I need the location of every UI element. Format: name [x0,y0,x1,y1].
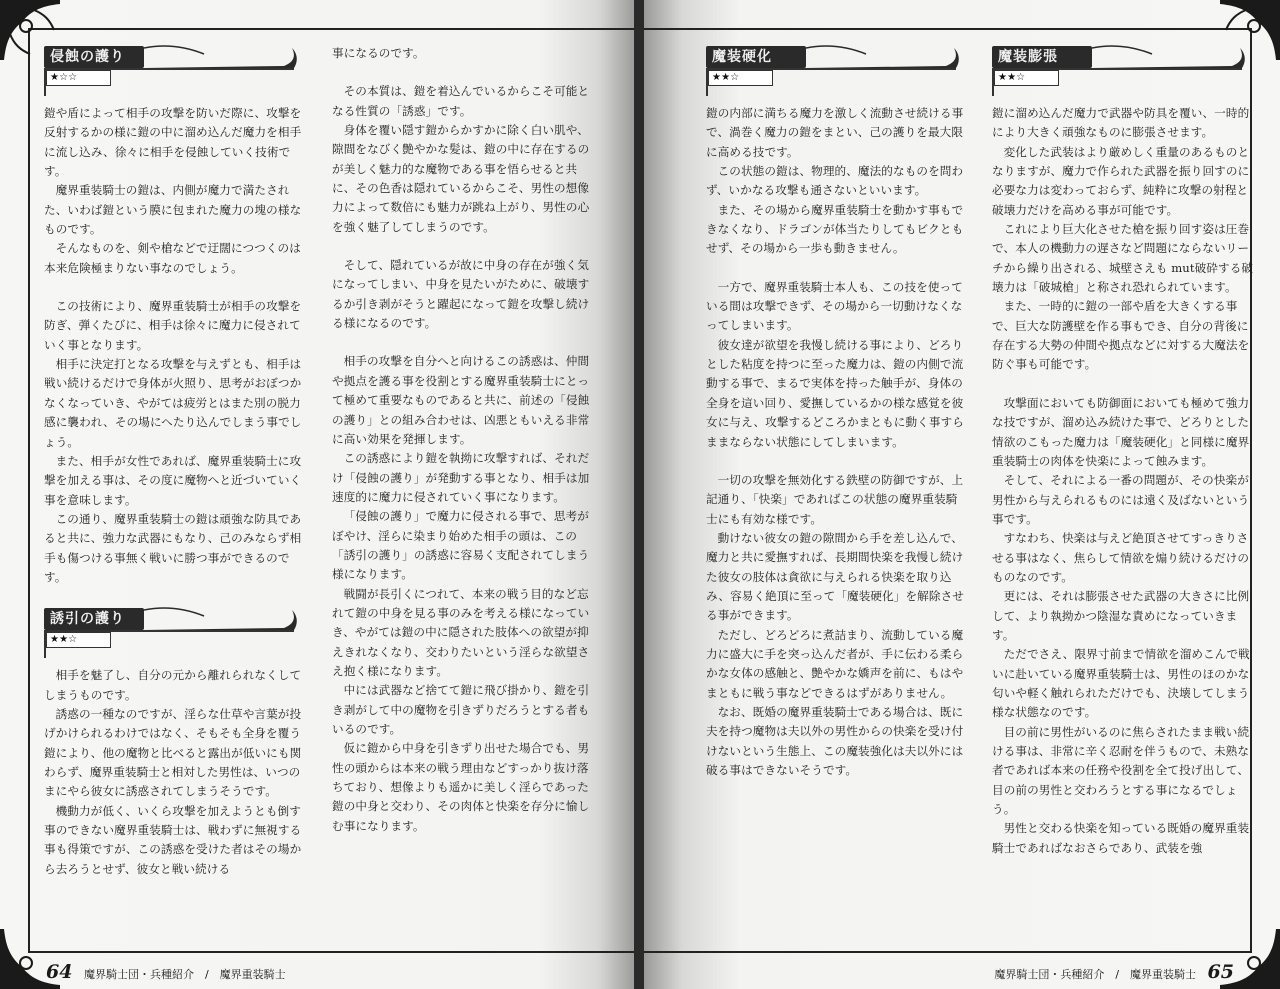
section-heading [44,44,306,98]
running-footer: 魔界騎士団・兵種紹介 / 魔界重装騎士 [994,968,1197,981]
heading-ornament-icon [144,44,304,72]
page-footer [46,961,286,983]
difficulty-stars: ★★☆ [994,70,1059,86]
left-column-1: 侵蝕の護り ★☆☆ 鎧や盾によって相手の攻撃を防いだ際に、攻撃を反射するかの様に鎧の中に溜め込んだ魔力を相手に流し込み、徐々に相手を侵蝕していく技術です。 魔界重装騎士の鎧は、内側が魔力で満たされた、いわば鎧という膜に包まれた魔力の塊の様なものです。 そんなものを、剣や槍などで迂闊につつくのは本来危険極まりない事なのでしょう。 この技術により、魔界重装騎士が相手の攻撃を防ぎ、弾くたびに、相手は徐々に魔力に侵されていく事となります。 相手に決定打となる攻撃を与えずとも、相手は戦い続けるだけで身体が火照り、思考がおぼつかなくなっていき、やがては疲労とはまた別の脱力感に襲われ、その場にへたり込んでしまう事でしょう。 また、相手が女性であれば、魔界重装騎士に攻撃を加える事は、その度に魔物へと近づいていく事を意味します。 この通り、魔界重装騎士の鎧は頑強な防具であると共に、強力な武器にもなり、己のみならず相手も傷つける事無く戦いに勝つ事ができるのです。 誘引の護り ★★☆ 相手を魅了し、自分の元から離れられなくしてしまうものです。 誘惑の一種なのですが、淫らな仕草や言葉が投げかけられるわけではなく、そもそも全身を覆う鎧により、他の魔物と比べると露出が低いにも関わらず、魔界重装騎士と相対した男性は、いつのまにやら彼女に誘惑されてしまうそうです。 機動力が低く、いくら攻撃を加えようとも倒す事のできない魔界重装騎士は、戦わずに無視する事も得策ですが、この誘惑を受けた者はその場から去ろうとせず、彼女と戦い続ける [44,44,306,879]
section-title: 誘引の護り [50,611,125,628]
section-heading [992,44,1254,98]
left-page [0,0,636,989]
section-title: 魔装硬化 [712,49,772,65]
section-heading [44,606,306,660]
difficulty-stars: ★★☆ [46,632,111,648]
difficulty-stars: ★★☆ [708,70,773,86]
section-heading [706,44,968,98]
heading-ornament-icon [144,606,304,634]
heading-ornament-icon [1092,44,1252,72]
heading-ornament-icon [806,44,966,72]
left-column-2: 事になるのです。 その本質は、鎧を着込んでいるからこそ可能となる性質の「誘惑」です。 身体を覆い隠す鎧からかすかに除く白い肌や、隙間をなびく艶やかな髪は、鎧の中に存在するのが美しく魅力的な魔物である事を悟らせると共に、その色香は隠れているからこそ、男性の想像力によって数倍にも魅力が跳ね上がり、男性の心を強く魅了してしまうのです。 そして、隠れているが故に中身の存在が強く気になってしまい、中身を見たいがために、破壊するか引き剥がそうと躍起になって鎧を攻撃し続ける様になるのです。 相手の攻撃を自分へと向けるこの誘惑は、仲間や拠点を護る事を役割とする魔界重装騎士にとって極めて重要なものであると共に、前述の「侵蝕の護り」との組み合わせは、凶悪ともいえる非常に高い効果を発揮します。 この誘惑により鎧を執拗に攻撃すれば、それだけ「侵蝕の護り」が発動する事となり、相手は加速度的に魔力に侵されていく事になります。 「侵蝕の護り」で魔力に侵される事で、思考がぼやけ、淫らに染まり始めた相手の頭は、この「誘引の護り」の誘惑に容易く支配されてしまう様になります。 戦闘が長引くにつれて、本来の戦う目的など忘れて鎧の中身を見る事のみを考える様になっていき、やがては鎧の中に隠された肢体への欲望が抑えきれなくなり、交わりたいという淫らな欲望さえ抱く様になります。 中には武器など捨てて鎧に飛び掛かり、鎧を引き剥がして中の魔物を引きずりだろうとする者もいるのです。 仮に鎧から中身を引きずり出せた場合でも、男性の頭からは本来の戦う理由などすっかり抜け落ちており、想像よりも遥かに美しく淫らであった鎧の中身と交わり、その肉体と快楽を存分に愉しむ事になります。 [332,46,590,833]
page-number: 65 [1207,961,1234,983]
right-column-2: 魔装膨張 ★★☆ 鎧に溜め込んだ魔力で武器や防具を覆い、一時的により大きく頑強なものに膨張させます。 変化した武装はより厳めしく重量のあるものとなりますが、魔力で作られた武器を振り回すのに必要な力は変わっておらず、純粋に攻撃の射程と破壊力だけを高める事が可能です。 これにより巨大化させた槍を振り回す姿は圧巻で、本人の機動力の遅さなど問題にならないリーチから繰り出される、城壁さえも mut破砕する破壊力は「破城槍」と称され恐れられています。 また、一時的に鎧の一部や盾を大きくする事で、巨大な防護壁を作る事もでき、自分の背後に存在する大勢の仲間や拠点などに対する大魔法を防ぐ事も可能です。 攻撃面においても防御面においても極めて強力な技ですが、溜め込み続けた事で、どろりとした情欲のこもった魔力は「魔装硬化」と同様に魔界重装騎士の肉体を快楽によって蝕みます。 そして、それによる一番の問題が、その快楽が男性から与えられるものには遠く及ばないという事です。 すなわち、快楽は与えど絶頂させてすっきりさせる事はなく、焦らして情欲を煽り続けるだけのものなのです。 更には、それは膨張させた武器の大きさに比例して、より執拗かつ陰湿な責めになっていきます。 ただでさえ、限界寸前まで情欲を溜めこんで戦いに赴いている魔界重装騎士は、男性のほのかな匂いや軽く触れられただけでも、決壊してしまう様な状態なのです。 目の前に男性がいるのに焦らされたまま戦い続ける事は、非常に辛く忍耐を伴うもので、未熟な者であれば本来の任務や役割を全て投げ出して、目の前の男性と交わろうとする事になるでしょう。 男性と交わる快楽を知っている既婚の魔界重装騎士であればなおさらであり、武装を強 [992,44,1254,858]
difficulty-stars: ★☆☆ [46,70,111,86]
running-footer: 魔界騎士団・兵種紹介 / 魔界重装騎士 [83,968,286,981]
right-page [644,0,1280,989]
section-title: 侵蝕の護り [50,49,125,65]
right-column-1: 魔装硬化 ★★☆ 鎧の内部に満ちる魔力を激しく流動させ続ける事で、渦巻く魔力の鎧をまとい、己の護りを最大限に高める技です。 この状態の鎧は、物理的、魔法的なものを問わず、いかなる攻撃も通さないといいます。 また、その場から魔界重装騎士を動かす事もできなくなり、ドラゴンが体当たりしてもビクともせず、その場から一歩も動きません。 一方で、魔界重装騎士本人も、この技を使っている間は攻撃できず、その場から一切動けなくなってしまいます。 彼女達が欲望を我慢し続ける事により、どろりとした粘度を持つに至った魔力は、鎧の内側で流動する事で、まるで実体を持った触手が、身体の全身を這い回り、愛撫しているかの様な感覚を彼女に与え、攻撃するどころかまともに動く事すらままならない状態にしてしまいます。 一切の攻撃を無効化する鉄壁の防御ですが、上記通り、「快楽」であればこの状態の魔界重装騎士にも有効な様です。 動けない彼女の鎧の隙間から手を差し込んで、魔力と共に愛撫すれば、長期間快楽を我慢し続けた彼女の肢体は貪欲に与えられる快楽を取り込み、容易く絶頂に至って「魔装硬化」を解除させる事ができます。 ただし、どろどろに煮詰まり、流動している魔力に盛大に手を突っ込んだ者が、手に伝わる柔らかな女体の感触と、艶やかな嬌声を前に、もはやまともに戦う事などできるはずがありません。 なお、既婚の魔界重装騎士である場合は、既に夫を持つ魔物は夫以外の男性からの快楽を受け付けないという生態上、この魔装強化は夫以外には破る事はできないそうです。 [706,44,968,780]
page-footer [994,961,1234,983]
page-number: 64 [46,961,73,983]
section-title: 魔装膨張 [998,49,1058,65]
